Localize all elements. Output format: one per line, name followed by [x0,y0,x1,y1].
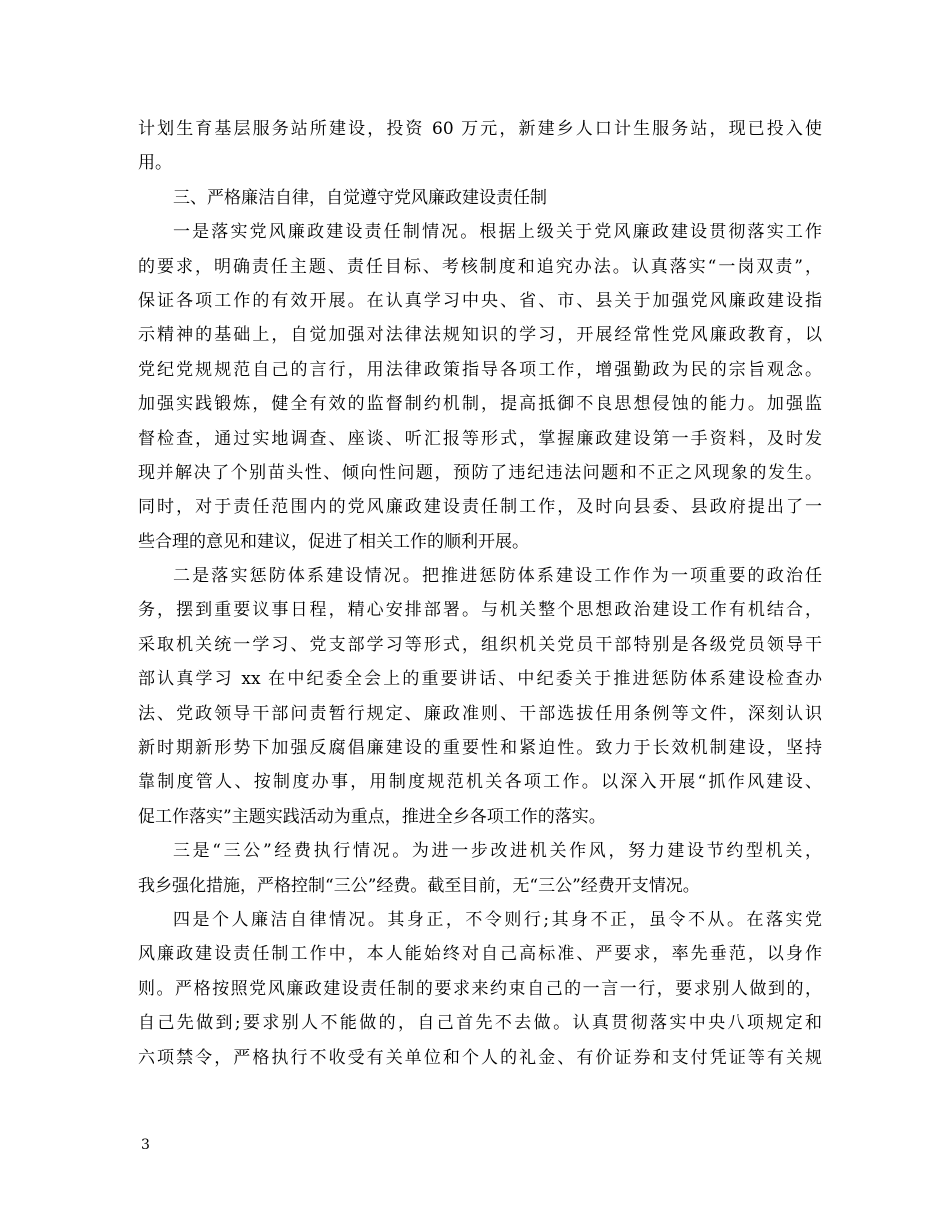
text-line: 则。严格按照党风廉政建设责任制的要求来约束自己的一言一行，要求别人做到的， [138,978,822,999]
text-line: 现并解决了个别苗头性、倾向性问题，预防了违纪违法问题和不正之风现象的发生。 [138,462,822,483]
page-number: 3 [141,1137,150,1153]
text-line: 加强实践锻炼，健全有效的监督制约机制，提高抵御不良思想侵蚀的能力。加强监 [138,394,822,415]
text-line: 党纪党规规范自己的言行，用法律政策指导各项工作，增强勤政为民的宗旨观念。 [138,359,822,380]
text-line: 示精神的基础上，自觉加强对法律法规知识的学习，开展经常性党风廉政教育，以 [138,325,822,346]
text-line: 六项禁令，严格执行不收受有关单位和个人的礼金、有价证券和支付凭证等有关规 [138,1047,822,1068]
text-line: 法、党政领导干部问责暂行规定、廉政准则、干部选拔任用条例等文件，深刻认识 [138,703,822,724]
text-line: 计划生育基层服务站所建设，投资 60 万元，新建乡人口计生服务站，现已投入使 [138,119,822,139]
body-text [138,112,822,1075]
text-line: 自己先做到;要求别人不能做的，自己首先不去做。认真贯彻落实中央八项规定和 [138,1013,822,1034]
text-line: 采取机关统一学习、党支部学习等形式，组织机关党员干部特别是各级党员领导干 [138,634,822,655]
text-line: 同时，对于责任范围内的党风廉政建设责任制工作，及时向县委、县政府提出了一 [138,497,822,518]
text-line: 一是落实党风廉政建设责任制情况。根据上级关于党风廉政建设贯彻落实工作 [173,222,822,243]
text-line: 的要求，明确责任主题、责任目标、考核制度和追究办法。认真落实“一岗双责”， [138,256,822,277]
text-line: 督检查，通过实地调查、座谈、听汇报等形式，掌握廉政建设第一手资料，及时发 [138,428,822,449]
text-line: 我乡强化措施，严格控制“三公”经费。截至目前，无“三公”经费开支情况。 [138,875,700,896]
text-line: 务，摆到重要议事日程，精心安排部署。与机关整个思想政治建设工作有机结合， [138,600,822,621]
text-line: 促工作落实”主题实践活动为重点，推进全乡各项工作的落实。 [138,806,606,827]
text-line: 三、严格廉洁自律，自觉遵守党风廉政建设责任制 [173,187,547,208]
text-line: 四是个人廉洁自律情况。其身正，不令则行;其身不正，虽令不从。在落实党 [173,909,822,930]
text-line: 三是“三公”经费执行情况。为进一步改进机关作风，努力建设节约型机关， [173,841,822,862]
text-line: 部认真学习 xx 在中纪委全会上的重要讲话、中纪委关于推进惩防体系建设检查办 [138,669,822,690]
text-line: 用。 [138,153,172,174]
text-line: 二是落实惩防体系建设情况。把推进惩防体系建设工作作为一项重要的政治任 [173,566,822,587]
text-line: 保证各项工作的有效开展。在认真学习中央、省、市、县关于加强党风廉政建设指 [138,290,822,311]
text-line: 风廉政建设责任制工作中，本人能始终对自己高标准、严要求，率先垂范，以身作 [138,944,822,965]
text-line: 新时期新形势下加强反腐倡廉建设的重要性和紧迫性。致力于长效机制建设，坚持 [138,738,822,759]
text-line: 些合理的意见和建议，促进了相关工作的顺利开展。 [138,531,529,552]
text-line: 靠制度管人、按制度办事，用制度规范机关各项工作。以深入开展“抓作风建设、 [138,772,822,793]
